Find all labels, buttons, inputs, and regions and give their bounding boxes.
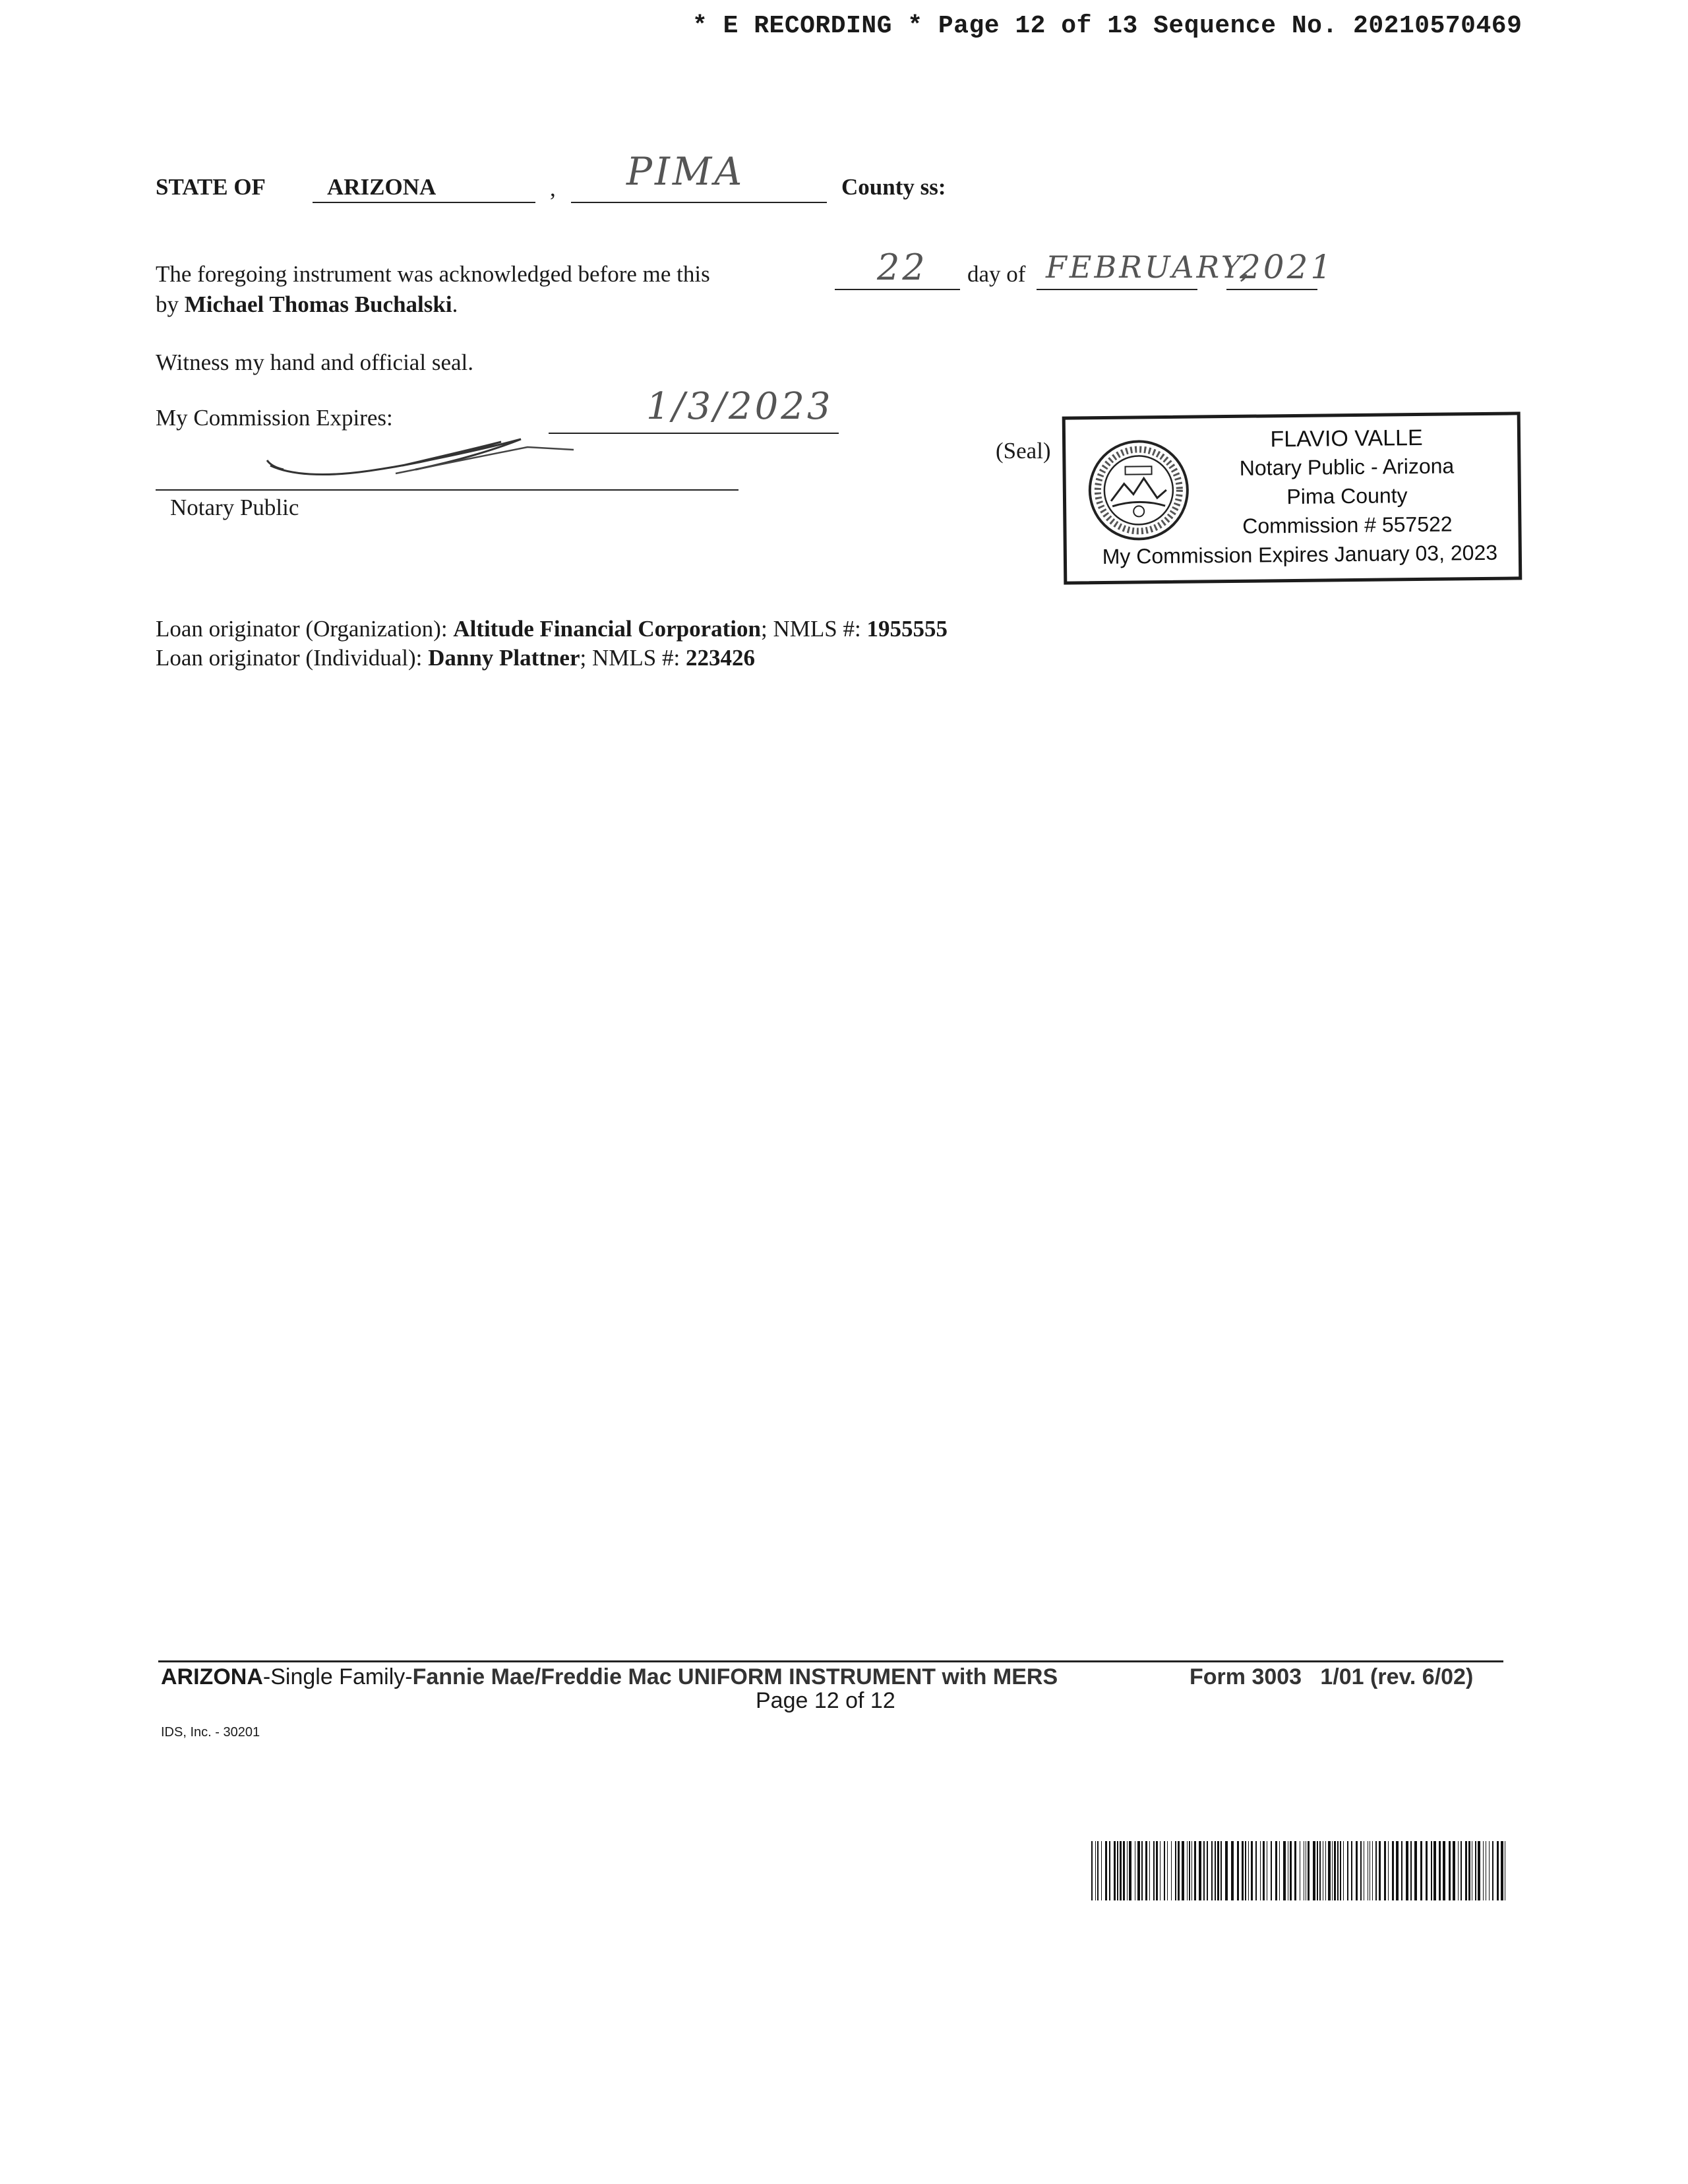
signer-line (156, 291, 458, 318)
barcode-bar (1164, 1841, 1165, 1900)
barcode-bar (1497, 1841, 1499, 1900)
barcode-bar (1215, 1841, 1216, 1900)
barcode-bar (1242, 1841, 1244, 1900)
barcode-bar (1308, 1841, 1310, 1900)
barcode-bar (1207, 1841, 1208, 1900)
footer-page: Page 12 of 12 (756, 1688, 895, 1713)
barcode-bar (1114, 1841, 1116, 1900)
barcode-bar (1443, 1841, 1445, 1900)
month-handwritten: FEBRUARY, (1046, 249, 1252, 285)
day-of-label: day of (967, 261, 1026, 287)
barcode-bar (1175, 1841, 1176, 1900)
barcode-bar (1392, 1841, 1394, 1900)
barcode-bar (1325, 1841, 1326, 1900)
org-nmls: 1955555 (866, 616, 948, 642)
stamp-name: FLAVIO VALLE (1270, 425, 1423, 452)
barcode-bar (1410, 1841, 1412, 1900)
barcode-bar (1105, 1841, 1107, 1900)
by-label: by (156, 291, 179, 317)
barcode-bar (1478, 1841, 1480, 1900)
barcode-bar (1489, 1841, 1490, 1900)
day-underline (835, 289, 960, 290)
barcode-bar (1468, 1841, 1470, 1900)
org-name: Altitude Financial Corporation (453, 616, 761, 642)
barcode-bar (1189, 1841, 1190, 1900)
barcode-bar (1248, 1841, 1249, 1900)
barcode-bar (1439, 1841, 1441, 1900)
footer-vendor: IDS, Inc. - 30201 (161, 1725, 260, 1740)
barcode-bar (1384, 1841, 1386, 1900)
barcode-bar (1372, 1841, 1373, 1900)
state-label: STATE OF (156, 174, 266, 200)
barcode-bar (1294, 1841, 1296, 1900)
stamp-county: Pima County (1286, 483, 1408, 509)
barcode-bar (1396, 1841, 1399, 1900)
footer-form-number: Form 3003 1/01 (rev. 6/02) (1190, 1664, 1474, 1689)
notary-public-label: Notary Public (170, 495, 299, 520)
barcode-bar (1271, 1841, 1272, 1900)
signer-period: . (452, 291, 458, 317)
arizona-seal-icon (1085, 437, 1192, 544)
month-underline (1037, 289, 1197, 290)
barcode-bar (1091, 1841, 1093, 1900)
barcode-bar (1153, 1841, 1155, 1900)
recording-header: * E RECORDING * Page 12 of 13 Sequence No. 20210570469 (692, 12, 1522, 40)
barcode-bar (1458, 1841, 1459, 1900)
barcode-bar (1191, 1841, 1192, 1900)
barcode-bar (1279, 1841, 1280, 1900)
acknowledged-text: The foregoing instrument was acknowledged before me this (156, 261, 710, 287)
barcode-bar (1328, 1841, 1331, 1900)
barcode-bar (1414, 1841, 1417, 1900)
barcode-bar (1401, 1841, 1402, 1900)
barcode-bar (1194, 1841, 1196, 1900)
barcode-bar (1245, 1841, 1246, 1900)
barcode-bar (1406, 1841, 1408, 1900)
barcode-bar (1351, 1841, 1352, 1900)
comma: , (550, 175, 556, 201)
county-underline (571, 202, 827, 203)
barcode-bar (1431, 1841, 1432, 1900)
barcode-bar (1182, 1841, 1184, 1900)
barcode-bar (1109, 1841, 1110, 1900)
barcode-bar (1123, 1841, 1125, 1900)
barcode-bar (1337, 1841, 1339, 1900)
barcode-bar (1388, 1841, 1389, 1900)
year-underline (1226, 289, 1317, 290)
loan-originator-organization (156, 616, 948, 642)
barcode-bar (1343, 1841, 1344, 1900)
state-underline (313, 202, 535, 203)
barcode-bar (1145, 1841, 1147, 1900)
barcode-bar (1375, 1841, 1377, 1900)
barcode-bar (1137, 1841, 1140, 1900)
footer-state: ARIZONA (161, 1664, 263, 1689)
barcode-bar (1334, 1841, 1336, 1900)
state-value: ARIZONA (327, 174, 437, 200)
footer-middle: -Single Family- (262, 1664, 413, 1689)
barcode-bar (1347, 1841, 1348, 1900)
commission-handwritten: 1/3/2023 (646, 385, 833, 428)
stamp-title: Notary Public - Arizona (1239, 454, 1455, 480)
barcode-bar (1255, 1841, 1257, 1900)
barcode-bar (1129, 1841, 1131, 1900)
barcode-bar (1426, 1841, 1428, 1900)
barcode-bar (1117, 1841, 1118, 1900)
footer-form-title (161, 1664, 1058, 1690)
barcode-bar (1167, 1841, 1168, 1900)
barcode-bar (1465, 1841, 1467, 1900)
barcode-bar (1275, 1841, 1277, 1900)
notary-signature-line (156, 489, 738, 491)
commission-underline (549, 433, 839, 434)
barcode-bar (1290, 1841, 1292, 1900)
year-handwritten: 2021 (1240, 248, 1335, 286)
day-handwritten: 22 (877, 247, 928, 288)
barcode-bar (1501, 1841, 1503, 1900)
barcode-bar (1263, 1841, 1265, 1900)
barcode-bar (1453, 1841, 1455, 1900)
ind-name: Danny Plattner (428, 645, 580, 671)
barcode-bar (1141, 1841, 1143, 1900)
barcode-bar (1340, 1841, 1341, 1900)
barcode-bar (1237, 1841, 1239, 1900)
seal-label: (Seal) (996, 438, 1051, 464)
footer-rule (158, 1660, 1503, 1662)
barcode-bar (1178, 1841, 1180, 1900)
barcode-bar (1225, 1841, 1228, 1900)
barcode-bar (1356, 1841, 1358, 1900)
barcode-bar (1120, 1841, 1122, 1900)
barcode-bar (1217, 1841, 1219, 1900)
org-nmls-label: ; NMLS #: (760, 616, 861, 642)
barcode-bar (1156, 1841, 1158, 1900)
commission-label: My Commission Expires: (156, 405, 393, 431)
barcode-bar (1313, 1841, 1315, 1900)
witness-text: Witness my hand and official seal. (156, 349, 473, 375)
barcode-bar (1492, 1841, 1493, 1900)
barcode-bar (1360, 1841, 1362, 1900)
barcode-bar (1221, 1841, 1222, 1900)
barcode-bar (1095, 1841, 1096, 1900)
org-label: Loan originator (Organization): (156, 616, 448, 642)
barcode-bar (1127, 1841, 1128, 1900)
ind-nmls-label: ; NMLS #: (580, 645, 680, 671)
county-label: County ss: (841, 174, 946, 200)
barcode-bar (1332, 1841, 1333, 1900)
barcode-bar (1149, 1841, 1150, 1900)
barcode-bar (1199, 1841, 1201, 1900)
barcode-bar (1101, 1841, 1102, 1900)
barcode-bar (1379, 1841, 1381, 1900)
signer-name: Michael Thomas Buchalski (184, 291, 452, 317)
loan-originator-individual (156, 645, 755, 671)
barcode-bar (1187, 1841, 1188, 1900)
notary-stamp (1062, 411, 1522, 584)
barcode-bar (1483, 1841, 1484, 1900)
barcode-bar (1260, 1841, 1261, 1900)
barcode-bar (1171, 1841, 1172, 1900)
stamp-commission: Commission # 557522 (1242, 512, 1453, 538)
notary-signature (264, 427, 580, 487)
ind-nmls: 223426 (685, 645, 755, 671)
barcode-bar (1317, 1841, 1318, 1900)
barcode-bar (1461, 1841, 1462, 1900)
barcode-bar (1203, 1841, 1205, 1900)
barcode-bar (1211, 1841, 1213, 1900)
ind-label: Loan originator (Individual): (156, 645, 423, 671)
barcode-icon (1091, 1841, 1507, 1900)
barcode-bar (1097, 1841, 1099, 1900)
barcode-bar (1283, 1841, 1286, 1900)
footer-title-bold: Fannie Mae/Freddie Mac UNIFORM INSTRUMENT with MERS (412, 1664, 1058, 1689)
barcode-bar (1251, 1841, 1253, 1900)
barcode-bar (1475, 1841, 1476, 1900)
barcode-bar (1449, 1841, 1451, 1900)
barcode-bar (1319, 1841, 1321, 1900)
stamp-expires: My Commission Expires January 03, 2023 (1102, 540, 1498, 569)
barcode-bar (1231, 1841, 1234, 1900)
county-handwritten: PIMA (626, 149, 745, 194)
barcode-bar (1433, 1841, 1436, 1900)
barcode-bar (1420, 1841, 1422, 1900)
